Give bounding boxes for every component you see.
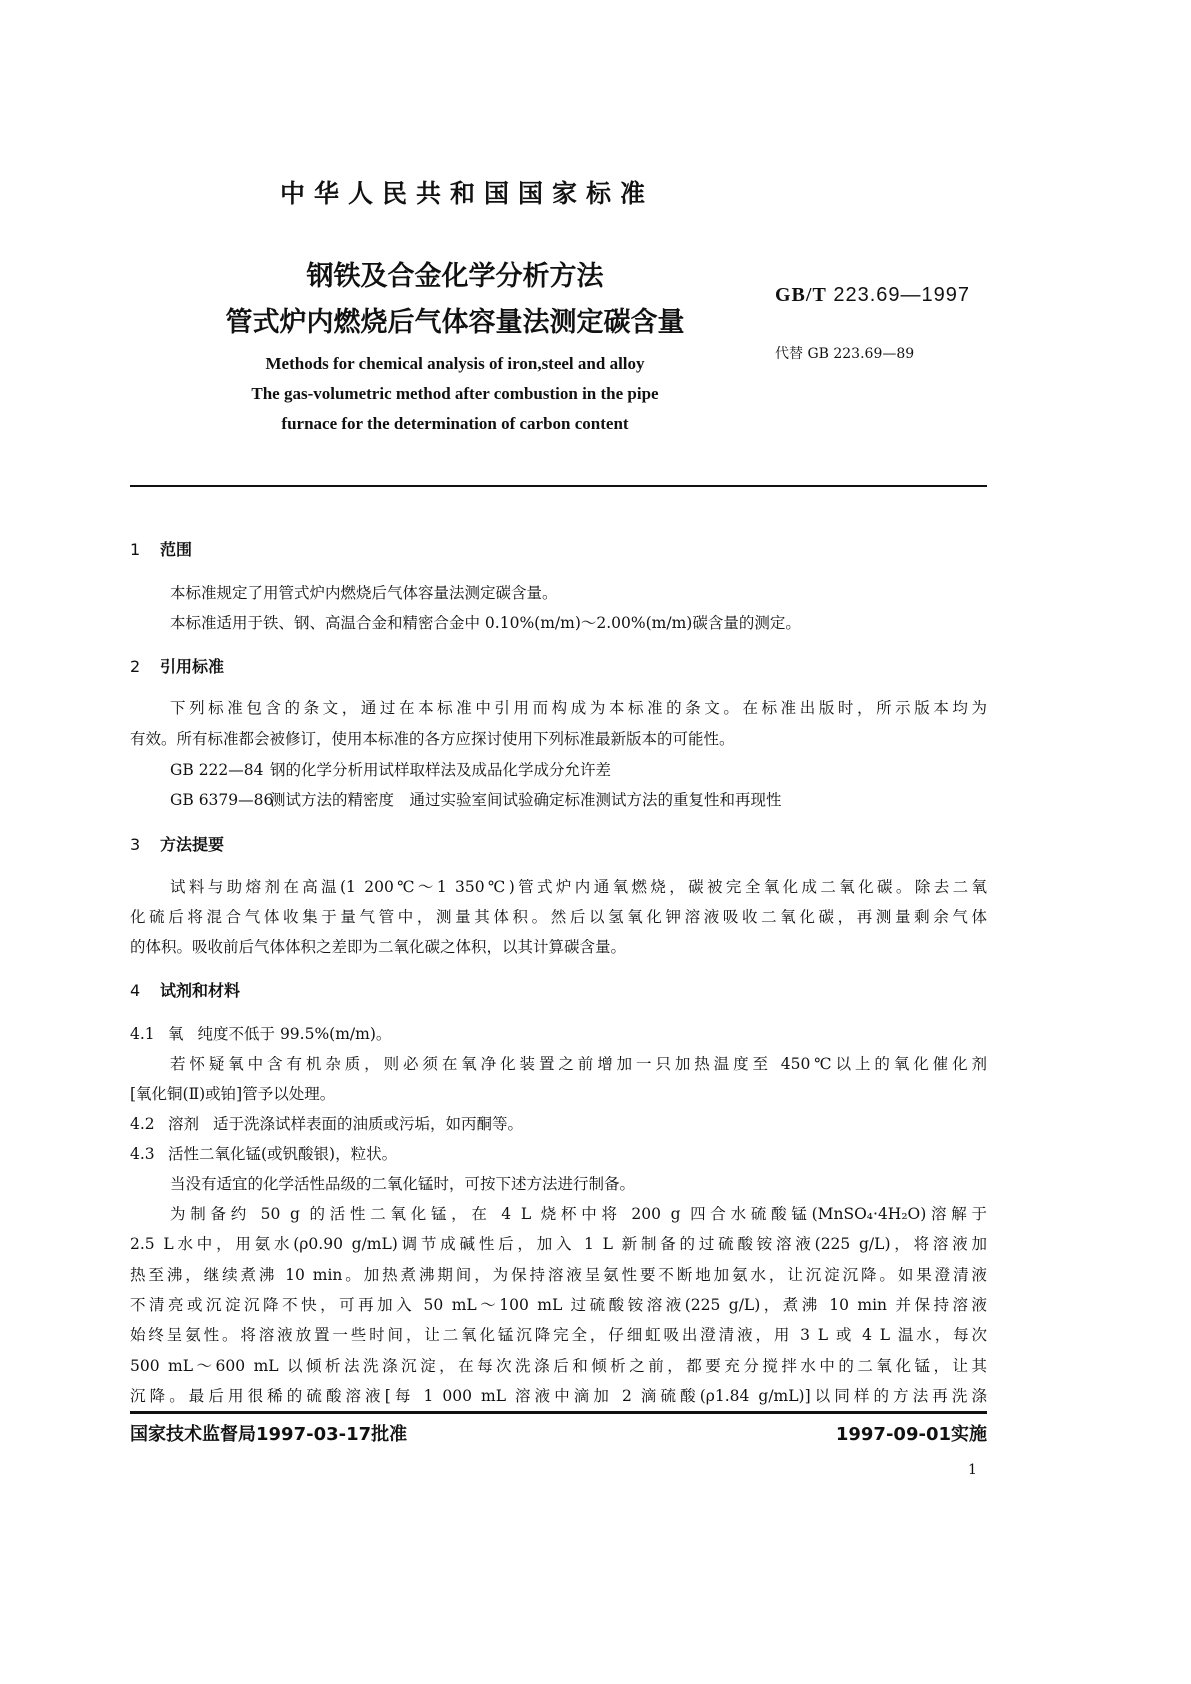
header-divider — [130, 485, 987, 487]
code-number: 223.69—1997 — [833, 284, 971, 306]
reference-item: GB 6379—86测试方法的精密度 通过实验室间试验确定标准测试方法的重复性和再现性 — [170, 791, 782, 809]
page-number: 1 — [968, 1462, 977, 1478]
paragraph-line: 本标准适用于铁、钢、高温合金和精密合金中 0.10%(m/m)～2.00%(m/m)碳含量的测定。 — [170, 614, 801, 632]
paragraph-line: 试料与助熔剂在高温(1 200℃～1 350℃)管式炉内通氧燃烧，碳被完全氧化成二氧化碳。除去二氧 — [170, 878, 987, 896]
section-heading: 4 试剂和材料 — [130, 981, 241, 1000]
item-4-3: 4.3 活性二氧化锰(或钒酸银)，粒状。 — [130, 1145, 398, 1163]
paragraph-line: 的体积。吸收前后气体体积之差即为二氧化碳之体积，以其计算碳含量。 — [130, 938, 627, 956]
title-cn-line2: 管式炉内燃烧后气体容量法测定碳含量 — [225, 307, 685, 338]
section-heading: 3 方法提要 — [130, 835, 225, 854]
paragraph-line: 始终呈氨性。将溶液放置一些时间，让二氧化锰沉降完全，仔细虹吸出澄清液，用 3 L 或 4 L 温水，每次 — [130, 1326, 987, 1344]
section-heading: 1 范围 — [130, 540, 193, 559]
paragraph-line: 2.5 L水中，用氨水(ρ0.90 g/mL)调节成碱性后，加入 1 L 新制备的过硫酸铵溶液(225 g/L)，将溶液加 — [130, 1235, 987, 1253]
reference-item: GB 222—84 钢的化学分析用试样取样法及成品化学成分允许差 — [170, 761, 612, 779]
title-en-line2: The gas-volumetric method after combustion in the pipe — [251, 384, 659, 403]
effective-date: 1997-09-01实施 — [835, 1424, 987, 1445]
approval-date: 国家技术监督局1997-03-17批准 — [130, 1424, 408, 1445]
code-prefix: GB/T — [775, 284, 827, 306]
paragraph-line: 热至沸，继续煮沸 10 min。加热煮沸期间，为保持溶液呈氨性要不断地加氨水，让沉淀沉降。如果澄清液 — [130, 1266, 987, 1284]
replaces-note: 代替 GB 223.69—89 — [775, 346, 915, 362]
item-4-2: 4.2 溶剂 适于洗涤试样表面的油质或污垢，如丙酮等。 — [130, 1115, 524, 1133]
paragraph-line: 本标准规定了用管式炉内燃烧后气体容量法测定碳含量。 — [170, 584, 558, 602]
section-heading: 2 引用标准 — [130, 657, 225, 676]
standard-code — [775, 284, 970, 307]
title-en-line1: Methods for chemical analysis of iron,steel and alloy — [265, 354, 645, 373]
paragraph-line: [氧化铜(Ⅱ)或铂]管予以处理。 — [130, 1085, 336, 1103]
paragraph-line: 若怀疑氧中含有机杂质，则必须在氧净化装置之前增加一只加热温度至 450℃以上的氧化催化剂 — [170, 1055, 987, 1073]
paragraph-line: 为制备约 50 g 的活性二氧化锰，在 4 L 烧杯中将 200 g 四合水硫酸锰(MnSO₄·4H₂O)溶解于 — [170, 1205, 987, 1223]
paragraph-line: 下列标准包含的条文，通过在本标准中引用而构成为本标准的条文。在标准出版时，所示版本均为 — [170, 699, 987, 717]
paragraph-line: 不清亮或沉淀沉降不快，可再加入 50 mL～100 mL 过硫酸铵溶液(225 g/L)，煮沸 10 min 并保持溶液 — [130, 1296, 987, 1314]
title-en-line3: furnace for the determination of carbon content — [281, 414, 629, 433]
item-4-1: 4.1 氧 纯度不低于 99.5%(m/m)。 — [130, 1025, 392, 1043]
title-cn-line1: 钢铁及合金化学分析方法 — [306, 261, 604, 292]
paragraph-line: 有效。所有标准都会被修订，使用本标准的各方应探讨使用下列标准最新版本的可能性。 — [130, 730, 735, 748]
paragraph-line: 当没有适宜的化学活性品级的二氧化锰时，可按下述方法进行制备。 — [170, 1175, 636, 1193]
paragraph-line: 沉降。最后用很稀的硫酸溶液[每 1 000 mL 溶液中滴加 2 滴硫酸(ρ1.84 g/mL)]以同样的方法再洗涤 — [130, 1387, 987, 1405]
paragraph-line: 化硫后将混合气体收集于量气管中，测量其体积。然后以氢氧化钾溶液吸收二氧化碳，再测量剩余气体 — [130, 908, 987, 926]
standard-type-heading: 中华人民共和国国家标准 — [280, 179, 655, 208]
paragraph-line: 500 mL～600 mL 以倾析法洗涤沉淀，在每次洗涤后和倾析之前，都要充分搅拌水中的二氧化锰，让其 — [130, 1357, 987, 1375]
footer-divider — [130, 1411, 987, 1414]
